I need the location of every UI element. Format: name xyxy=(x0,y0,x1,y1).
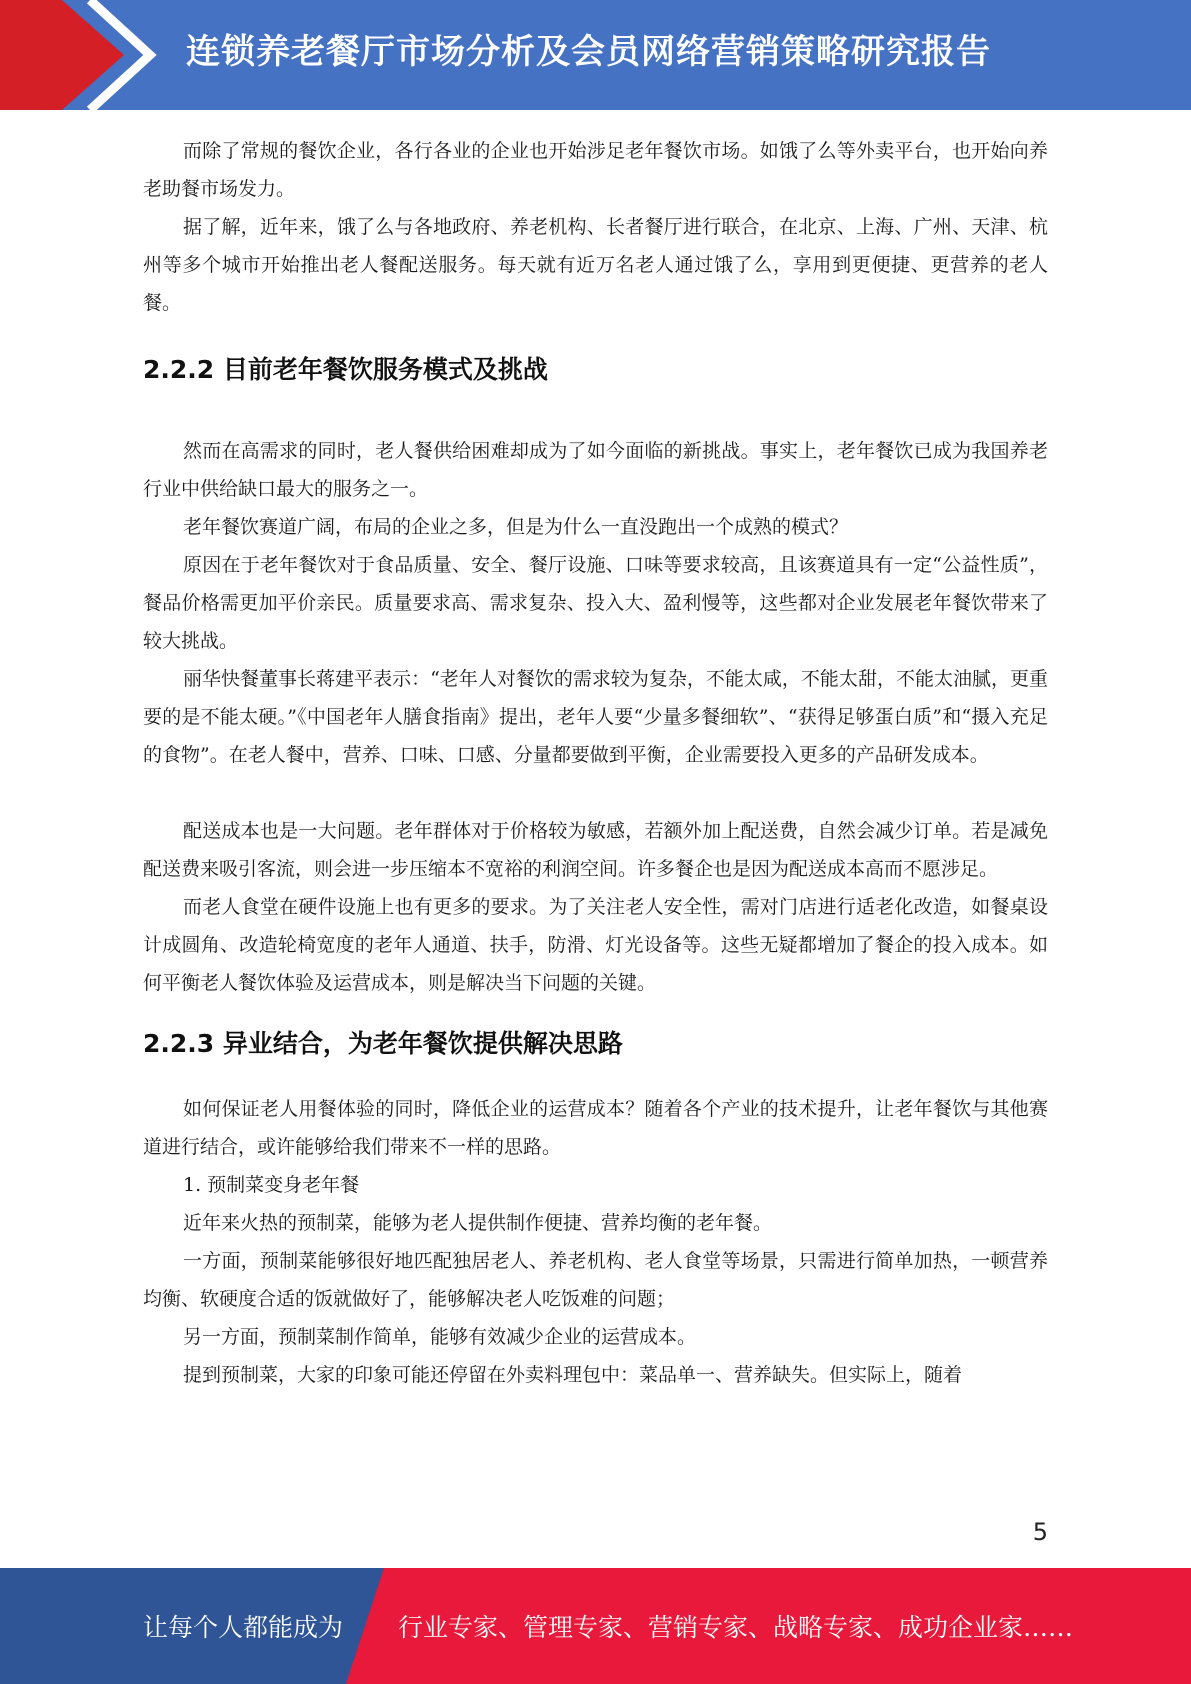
paragraph: 提到预制菜，大家的印象可能还停留在外卖料理包中：菜品单一、营养缺失。但实际上，随着 xyxy=(183,1364,963,1386)
section-heading-2-2-3: 2.2.3 异业结合，为老年餐饮提供解决思路 xyxy=(143,1029,623,1058)
list-item-heading: 1. 预制菜变身老年餐 xyxy=(183,1174,360,1196)
footer-slogan-right: 行业专家、管理专家、营销专家、战略专家、成功企业家…… xyxy=(398,1613,1074,1642)
paragraph: 原因在于老年餐饮对于食品质量、安全、餐厅设施、口味等要求较高，且该赛道具有一定“公益性质”，餐品价格需更加平价亲民。质量要求高、需求复杂、投入大、盈利慢等，这些都对企业发展老年餐饮带来了较大挑战。 xyxy=(143,554,1048,652)
section-heading-2-2-2: 2.2.2 目前老年餐饮服务模式及挑战 xyxy=(143,355,548,384)
header-arrow-graphic xyxy=(0,0,160,110)
page-body xyxy=(143,132,1048,1394)
paragraph: 一方面，预制菜能够很好地匹配独居老人、养老机构、老人食堂等场景，只需进行简单加热，一顿营养均衡、软硬度合适的饭就做好了，能够解决老人吃饭难的问题； xyxy=(143,1250,1048,1310)
paragraph: 另一方面，预制菜制作简单，能够有效减少企业的运营成本。 xyxy=(183,1326,697,1348)
report-footer xyxy=(0,1568,1191,1684)
paragraph: 近年来火热的预制菜，能够为老人提供制作便捷、营养均衡的老年餐。 xyxy=(183,1212,773,1234)
paragraph: 而除了常规的餐饮企业，各行各业的企业也开始涉足老年餐饮市场。如饿了么等外卖平台，也开始向养老助餐市场发力。 xyxy=(143,140,1048,200)
footer-slogan-left: 让每个人都能成为 xyxy=(143,1613,344,1642)
report-header xyxy=(0,0,1191,110)
paragraph: 然而在高需求的同时，老人餐供给困难却成为了如今面临的新挑战。事实上，老年餐饮已成为我国养老行业中供给缺口最大的服务之一。 xyxy=(143,440,1048,500)
paragraph: 配送成本也是一大问题。老年群体对于价格较为敏感，若额外加上配送费，自然会减少订单。若是减免配送费来吸引客流，则会进一步压缩本不宽裕的利润空间。许多餐企也是因为配送成本高而不愿涉足。 xyxy=(143,820,1048,880)
report-title: 连锁养老餐厅市场分析及会员网络营销策略研究报告 xyxy=(186,32,991,72)
page-number: 5 xyxy=(1032,1518,1048,1546)
paragraph: 据了解，近年来，饿了么与各地政府、养老机构、长者餐厅进行联合，在北京、上海、广州、天津、杭州等多个城市开始推出老人餐配送服务。每天就有近万名老人通过饿了么，享用到更便捷、更营养的老人餐。 xyxy=(143,216,1048,314)
paragraph: 老年餐饮赛道广阔，布局的企业之多，但是为什么一直没跑出一个成熟的模式？ xyxy=(183,516,849,538)
paragraph: 如何保证老人用餐体验的同时，降低企业的运营成本？随着各个产业的技术提升，让老年餐饮与其他赛道进行结合，或许能够给我们带来不一样的思路。 xyxy=(143,1098,1048,1158)
paragraph: 而老人食堂在硬件设施上也有更多的要求。为了关注老人安全性，需对门店进行适老化改造，如餐桌设计成圆角、改造轮椅宽度的老年人通道、扶手，防滑、灯光设备等。这些无疑都增加了餐企的投入成本。如何平衡老人餐饮体验及运营成本，则是解决当下问题的关键。 xyxy=(143,896,1048,994)
paragraph: 丽华快餐董事长蒋建平表示：“老年人对餐饮的需求较为复杂，不能太咸，不能太甜，不能太油腻，更重要的是不能太硬。”《中国老年人膳食指南》提出，老年人要“少量多餐细软”、“获得足够蛋白质”和“摄入充足的食物”。在老人餐中，营养、口味、口感、分量都要做到平衡，企业需要投入更多的产品研发成本。 xyxy=(143,668,1048,766)
